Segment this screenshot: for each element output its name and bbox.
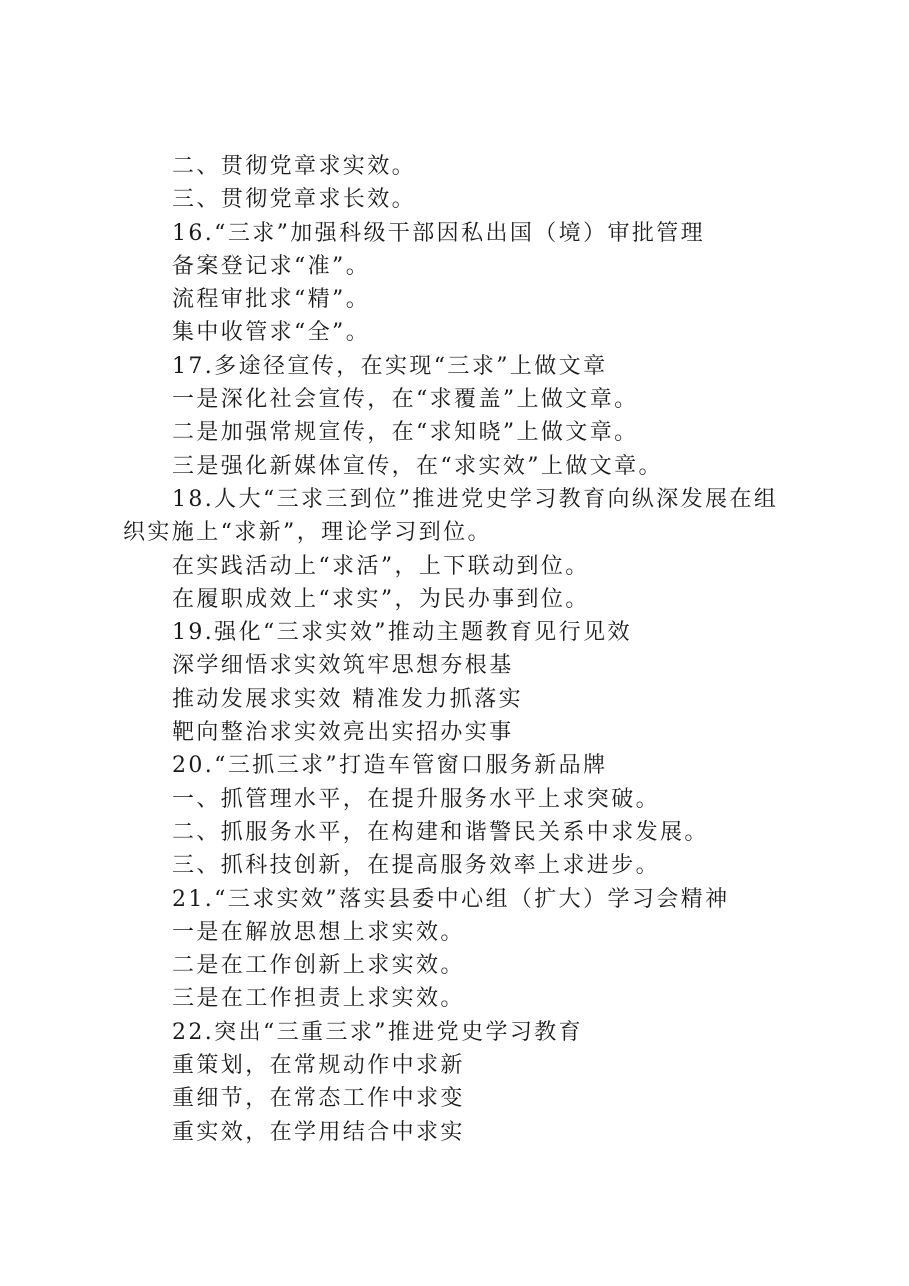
text-line: 集中收管求“全”。 <box>172 320 371 346</box>
section-heading-20: 20.“三抓三求”打造车管窗口服务新品牌 <box>172 753 608 779</box>
section-heading-22: 22.突出“三重三求”推进党史学习教育 <box>172 1019 584 1045</box>
text-line: 推动发展求实效 精准发力抓落实 <box>172 686 523 712</box>
text-line: 备案登记求“准”。 <box>172 253 371 279</box>
text-line: 一是在解放思想上求实效。 <box>172 919 465 945</box>
text-line: 靶向整治求实效亮出实招办实事 <box>172 720 514 746</box>
text-line: 三是强化新媒体宣传，在“求实效”上做文章。 <box>172 453 663 479</box>
text-line: 重实效，在学用结合中求实 <box>172 1119 465 1145</box>
text-line: 重细节，在常态工作中求变 <box>172 1086 465 1112</box>
text-line: 三是在工作担责上求实效。 <box>172 986 465 1012</box>
text-line: 三、抓科技创新，在提高服务效率上求进步。 <box>172 853 661 879</box>
text-line: 三、贯彻党章求长效。 <box>172 187 417 213</box>
text-line: 深学细悟求实效筑牢思想夯根基 <box>172 653 514 679</box>
section-heading-21: 21.“三求实效”落实县委中心组（扩大）学习会精神 <box>172 886 730 912</box>
section-heading-17: 17.多途径宣传，在实现“三求”上做文章 <box>172 353 608 379</box>
document-body <box>123 150 813 1149</box>
text-line: 一、抓管理水平，在提升服务水平上求突破。 <box>172 786 661 812</box>
text-line: 在实践活动上“求活”，上下联动到位。 <box>172 553 590 579</box>
section-heading-19: 19.强化“三求实效”推动主题教育见行见效 <box>172 620 632 646</box>
section-heading-18: 18.人大“三求三到位”推进党史学习教育向纵深发展在组 <box>172 486 779 512</box>
section-heading-16: 16.“三求”加强科级干部因私出国（境）审批管理 <box>172 220 706 246</box>
text-line-continuation: 织实施上“求新”，理论学习到位。 <box>123 520 492 546</box>
text-line: 二、抓服务水平，在构建和谐警民关系中求发展。 <box>172 819 709 845</box>
text-line: 二是在工作创新上求实效。 <box>172 953 465 979</box>
text-line: 在履职成效上“求实”，为民办事到位。 <box>172 586 590 612</box>
text-line: 二、贯彻党章求实效。 <box>172 154 417 179</box>
text-line: 流程审批求“精”。 <box>172 287 371 313</box>
text-line: 二是加强常规宣传，在“求知晓”上做文章。 <box>172 420 639 446</box>
text-line: 重策划，在常规动作中求新 <box>172 1053 465 1079</box>
text-line: 一是深化社会宣传，在“求覆盖”上做文章。 <box>172 387 639 413</box>
